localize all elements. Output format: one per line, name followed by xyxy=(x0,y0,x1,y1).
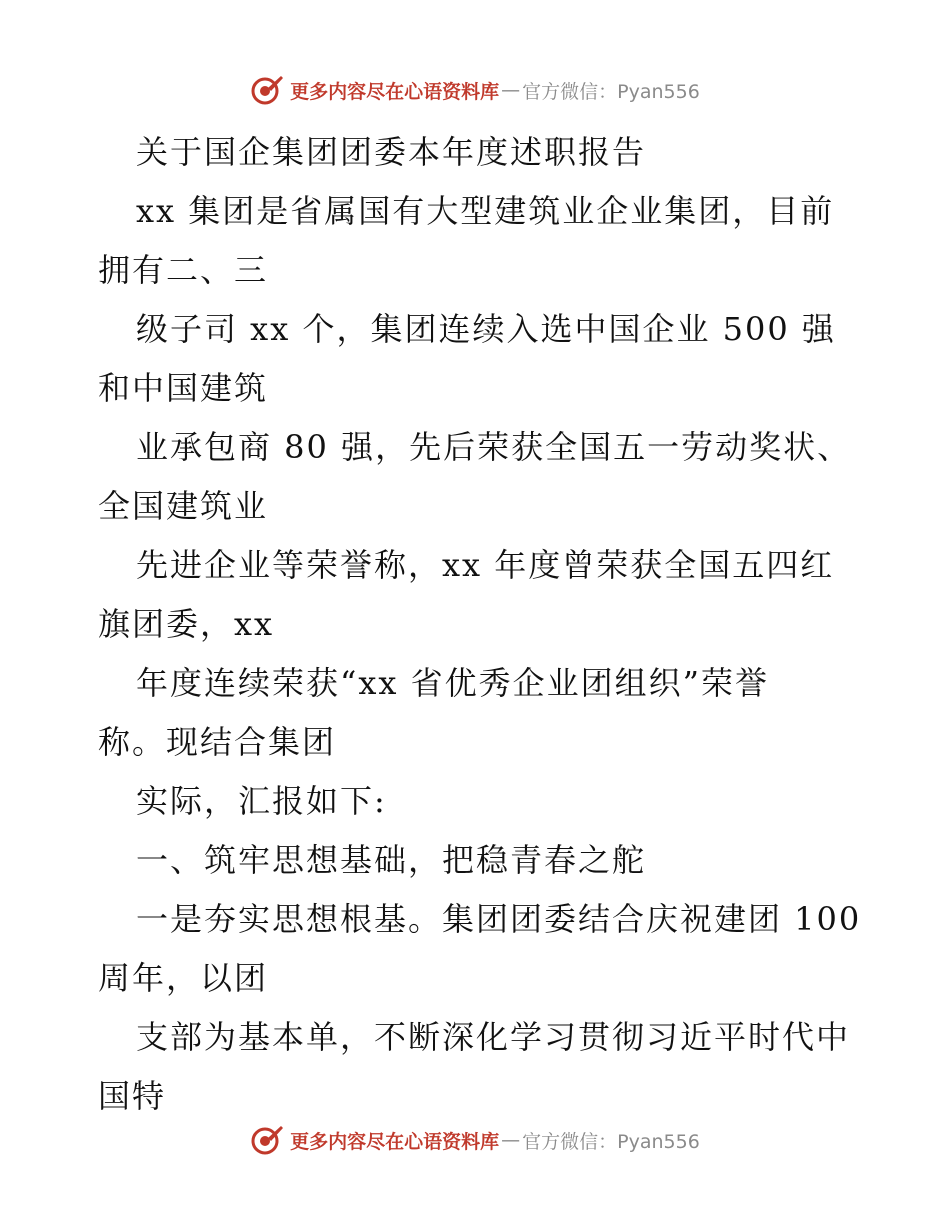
text-line: 全国建筑业 xyxy=(98,487,269,525)
text-line: 年度连续荣获“xx 省优秀企业团组织”荣誉 xyxy=(136,664,769,702)
header-watermark xyxy=(0,70,950,110)
document-title: 关于国企集团团委本年度述职报告 xyxy=(136,133,647,171)
text-line: xx 集团是省属国有大型建筑业企业集团，目前 xyxy=(136,192,835,230)
watermark-wechat-text: 官方微信：Pyan556 xyxy=(522,80,700,103)
watermark-wechat-text: 官方微信：Pyan556 xyxy=(522,1130,700,1153)
text-line: 国特 xyxy=(98,1077,167,1115)
watermark-site-text: 更多内容尽在心语资料库 xyxy=(290,80,500,103)
text-line: 一、筑牢思想基础，把稳青春之舵 xyxy=(136,841,647,879)
text-line: 周年，以团 xyxy=(98,959,269,997)
text-line: 业承包商 80 强，先后荣获全国五一劳动奖状、 xyxy=(136,428,852,466)
text-line: 一是夯实思想根基。集团团委结合庆祝建团 100 xyxy=(136,900,862,938)
watermark-site-text: 更多内容尽在心语资料库 xyxy=(290,1130,500,1153)
text-line: 称。现结合集团 xyxy=(98,723,337,761)
watermark-dash: — xyxy=(501,1129,521,1151)
text-line: 级子司 xx 个，集团连续入选中国企业 500 强 xyxy=(136,310,836,348)
text-line: 和中国建筑 xyxy=(98,369,269,407)
text-line: 旗团委，xx xyxy=(98,605,275,643)
pen-logo-icon xyxy=(250,73,284,107)
pen-logo-icon xyxy=(250,1123,284,1157)
text-line: 实际，汇报如下: xyxy=(136,782,387,820)
watermark-dash: — xyxy=(501,79,521,101)
text-line: 拥有二、三 xyxy=(98,251,269,289)
footer-watermark xyxy=(0,1120,950,1160)
text-line: 支部为基本单，不断深化学习贯彻习近平时代中 xyxy=(136,1018,851,1056)
document-body xyxy=(98,123,862,1126)
text-line: 先进企业等荣誉称，xx 年度曾荣获全国五四红 xyxy=(136,546,835,584)
